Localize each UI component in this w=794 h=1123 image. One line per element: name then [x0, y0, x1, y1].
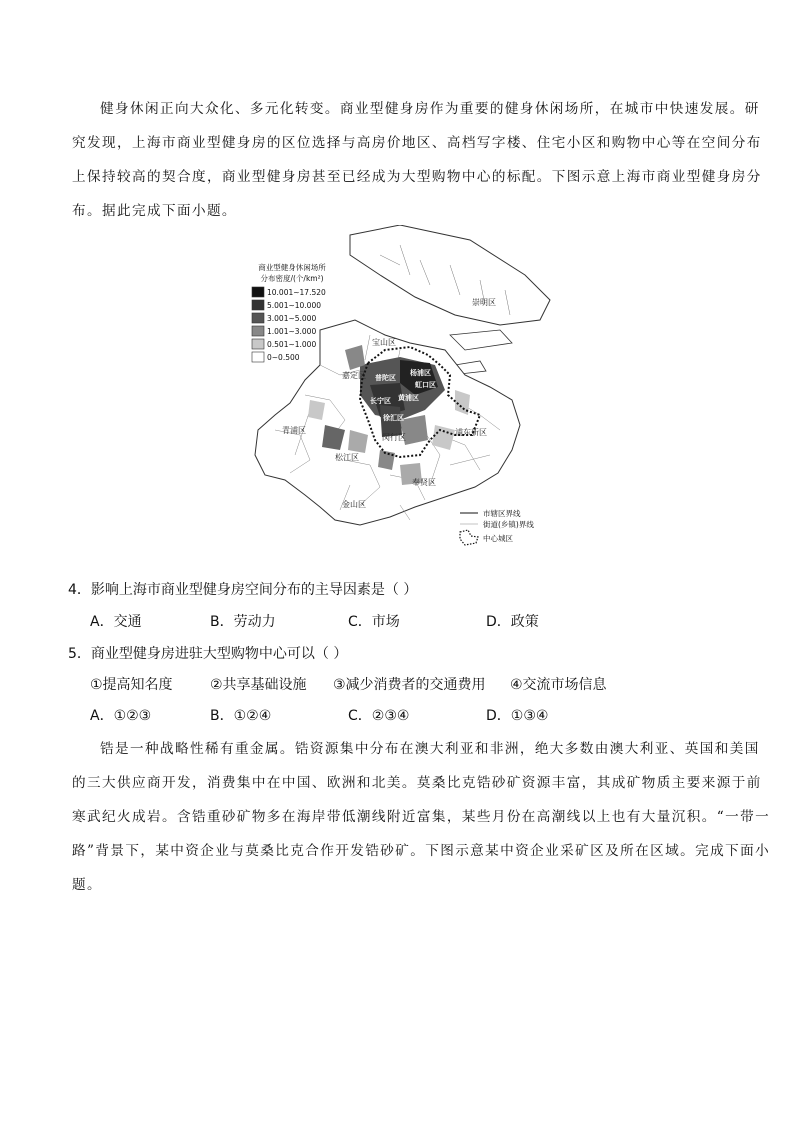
legend-title-line: 商业型健身休闲场所 [258, 263, 326, 272]
q4-option-b[interactable]: B．劳动力 [210, 614, 276, 630]
passage-2-line: 的三大供应商开发，消费集中在中国、欧洲和北美。莫桑比克锆砂矿资源丰富，其成矿物质主要来源于前 [72, 775, 762, 791]
passage-2-line: 锆是一种战略性稀有重金属。锆资源集中分布在澳大利亚和非洲，绝大多数由澳大利亚、英国和美国 [100, 741, 760, 757]
district-label: 松江区 [335, 453, 359, 462]
q5-option-b[interactable]: B．①②④ [210, 708, 272, 724]
legend-swatch [252, 339, 264, 349]
legend-item-label: 0.501~1.000 [267, 340, 317, 349]
legend-county-boundary: 市辖区界线 [483, 509, 521, 518]
q5-option-c[interactable]: C．②③④ [348, 708, 410, 724]
q4-option-d[interactable]: D．政策 [486, 614, 539, 630]
legend-item-label: 0~0.500 [267, 353, 300, 362]
q5-item-4: ④交流市场信息 [510, 677, 607, 693]
passage-1-line: 健身休闲正向大众化、多元化转变。商业型健身房作为重要的健身休闲场所，在城市中快速发展。研 [100, 101, 760, 117]
q5-item-3: ③减少消费者的交通费用 [333, 677, 486, 693]
district-label: 闵行区 [382, 433, 406, 442]
passage-1 [72, 92, 762, 228]
district-label: 浦东新区 [455, 428, 487, 437]
district-label: 长宁区 [370, 397, 391, 405]
q4-option-a[interactable]: A．交通 [90, 614, 142, 630]
passage-2-line: 寒武纪火成岩。含锆重砂矿物多在海岸带低潮线附近富集，某些月份在高潮线以上也有大量沉积。“一带一 [72, 809, 771, 825]
district-label: 杨浦区 [410, 369, 431, 377]
legend-swatch [252, 326, 264, 336]
legend-title-line: 分布密度/(个/km²) [260, 274, 324, 283]
district-label: 嘉定区 [342, 371, 366, 380]
district-label: 宝山区 [372, 338, 396, 347]
legend-street-boundary: 街道(乡镇)界线 [483, 520, 534, 529]
district-label: 虹口区 [415, 381, 436, 389]
legend-item-label: 3.001~5.000 [267, 314, 317, 323]
passage-1-line: 布。据此完成下面小题。 [72, 203, 237, 219]
legend-item-label: 1.001~3.000 [267, 327, 317, 336]
legend-swatch [252, 287, 264, 297]
shanghai-gym-density-map [250, 225, 560, 550]
legend-central-city: 中心城区 [483, 534, 513, 543]
district-label: 青浦区 [282, 426, 306, 435]
legend-swatch [252, 313, 264, 323]
density-legend [252, 262, 326, 362]
legend-item-label: 10.001~17.520 [267, 288, 326, 297]
district-label: 崇明区 [472, 298, 496, 307]
district-label: 徐汇区 [383, 414, 404, 422]
passage-1-line: 究发现，上海市商业型健身房的区位选择与高房价地区、高档写字楼、住宅小区和购物中心等在空间分布 [72, 135, 762, 151]
q5-item-2: ②共享基础设施 [210, 677, 307, 693]
district-label: 金山区 [342, 500, 366, 509]
question-4-stem: 4．影响上海市商业型健身房空间分布的主导因素是（ ） [68, 582, 418, 598]
q5-option-a[interactable]: A．①②③ [90, 708, 152, 724]
legend-item-label: 5.001~10.000 [267, 301, 321, 310]
district-label: 黄浦区 [398, 394, 419, 402]
question-5-stem: 5．商业型健身房进驻大型购物中心可以（ ） [68, 646, 348, 662]
legend-swatch [252, 300, 264, 310]
q5-item-1: ①提高知名度 [90, 677, 173, 693]
passage-2 [72, 732, 771, 902]
q4-option-c[interactable]: C．市场 [348, 614, 400, 630]
passage-1-line: 上保持较高的契合度，商业型健身房甚至已经成为大型购物中心的标配。下图示意上海市商业型健身房分 [72, 169, 762, 185]
district-label: 奉贤区 [412, 478, 436, 487]
passage-2-line: 路”背景下，某中资企业与莫桑比克合作开发锆砂矿。下图示意某中资企业采矿区及所在区域。完成下面小 [72, 843, 771, 859]
legend-swatch [252, 352, 264, 362]
chongming-island [350, 225, 550, 325]
boundary-legend [460, 508, 534, 545]
q5-option-d[interactable]: D．①③④ [486, 708, 549, 724]
district-label: 普陀区 [375, 374, 396, 382]
passage-2-line: 题。 [72, 877, 102, 893]
